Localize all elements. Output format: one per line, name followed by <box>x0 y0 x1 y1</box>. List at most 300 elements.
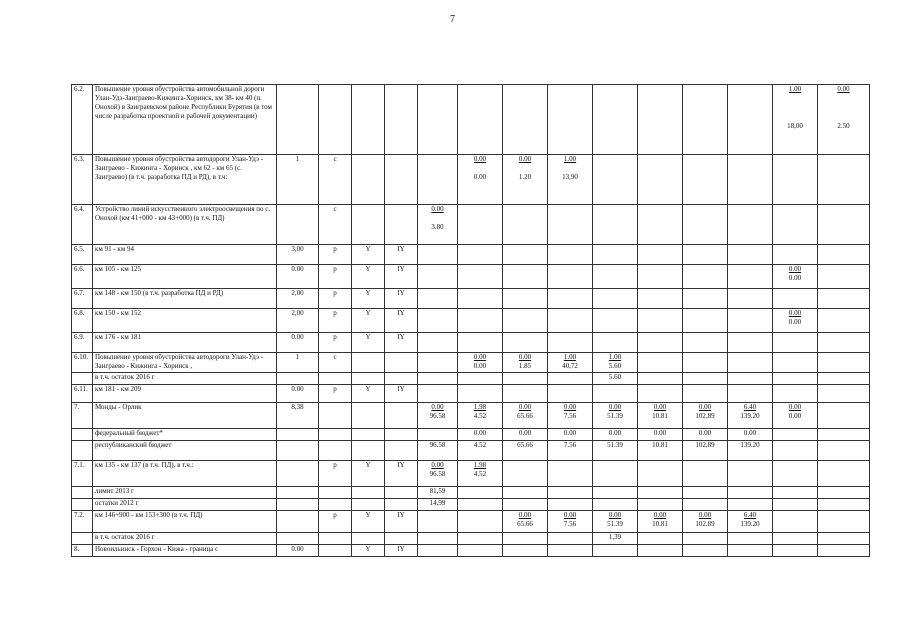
table-row <box>72 309 870 333</box>
value-cell <box>418 499 458 511</box>
value-cell <box>638 461 683 487</box>
value-bottom: 2.50 <box>837 122 850 130</box>
value-cell <box>548 155 593 205</box>
value-cell <box>548 385 593 403</box>
row-category <box>319 499 352 511</box>
table-row <box>72 385 870 403</box>
row-description: Устройство линий искусственного электроосвещения по с. Онохой (км 41+000 - км 43+000) (в т.ч. ПД) <box>93 205 277 245</box>
row-number: 6.4. <box>72 205 93 245</box>
row-length: 2,00 <box>277 289 319 309</box>
value-cell <box>503 245 548 265</box>
value-cell <box>773 353 818 373</box>
value-cell <box>683 85 728 155</box>
value-cell <box>638 511 683 533</box>
value-cell <box>728 289 773 309</box>
value-cell <box>593 403 638 429</box>
value-cell <box>458 499 503 511</box>
value-cell <box>818 487 870 499</box>
row-category: р <box>319 289 352 309</box>
row-class <box>352 373 385 385</box>
value-cell <box>593 289 638 309</box>
value-cell <box>818 533 870 545</box>
table-row <box>72 245 870 265</box>
value-cell <box>728 309 773 333</box>
value-cell <box>818 461 870 487</box>
value-cell <box>593 309 638 333</box>
row-length <box>277 373 319 385</box>
value-cell <box>638 429 683 441</box>
row-description: км 176 - км 181 <box>93 333 277 353</box>
value-cell <box>503 385 548 403</box>
value-cell <box>418 245 458 265</box>
value: 0.00 <box>518 429 532 437</box>
value-cell <box>458 533 503 545</box>
row-length: 1 <box>277 155 319 205</box>
value: 0.00 <box>743 429 757 437</box>
table-row <box>72 85 870 155</box>
value: 51.39 <box>607 441 623 449</box>
row-number: 6.9. <box>72 333 93 353</box>
spacer <box>820 94 867 122</box>
value-cell <box>773 385 818 403</box>
value-cell <box>773 403 818 429</box>
value-cell <box>458 205 503 245</box>
value-top: 0.00 <box>788 265 802 273</box>
value-bottom: 7.56 <box>563 412 577 420</box>
row-description: Новоильинск - Горхон - Кижа - граница с <box>93 545 277 557</box>
value-cell <box>418 403 458 429</box>
row-length <box>277 441 319 461</box>
value-cell <box>683 461 728 487</box>
value-cell <box>503 333 548 353</box>
row-number: 7.2. <box>72 511 93 533</box>
value-cell <box>638 373 683 385</box>
value-cell <box>638 385 683 403</box>
value-cell <box>458 265 503 289</box>
value-cell <box>593 429 638 441</box>
value-cell <box>503 461 548 487</box>
value-cell <box>593 487 638 499</box>
row-number: 6.5. <box>72 245 93 265</box>
value: 65.66 <box>517 441 533 449</box>
value-cell <box>548 353 593 373</box>
row-category <box>319 403 352 429</box>
value-cell <box>503 499 548 511</box>
row-category-roman <box>385 353 418 373</box>
value-cell <box>458 429 503 441</box>
row-class <box>352 85 385 155</box>
row-category: с <box>319 155 352 205</box>
value-cell <box>683 333 728 353</box>
value-cell <box>773 85 818 155</box>
value-cell <box>728 333 773 353</box>
row-category: с <box>319 205 352 245</box>
value-bottom: 7.56 <box>563 520 577 528</box>
row-category-roman: IY <box>385 265 418 289</box>
value-cell <box>773 245 818 265</box>
value-top: 0.00 <box>788 309 802 317</box>
row-length <box>277 429 319 441</box>
spacer <box>505 164 545 173</box>
value-cell <box>593 205 638 245</box>
value-top: 6.40 <box>743 511 757 519</box>
row-category-roman <box>385 85 418 155</box>
value-cell <box>683 309 728 333</box>
row-description: км 181 - км 209 <box>93 385 277 403</box>
row-category-roman <box>385 205 418 245</box>
value-cell <box>638 85 683 155</box>
value-bottom: 102.89 <box>695 520 715 528</box>
row-category: р <box>319 309 352 333</box>
row-number: 7.1. <box>72 461 93 487</box>
table-row <box>72 511 870 533</box>
value-cell <box>728 533 773 545</box>
value-cell <box>548 245 593 265</box>
value-cell <box>418 533 458 545</box>
table-row <box>72 403 870 429</box>
value-cell <box>503 205 548 245</box>
value-top: 0.00 <box>518 353 532 361</box>
value-cell <box>638 309 683 333</box>
value-cell <box>548 309 593 333</box>
road-works-table <box>71 84 870 557</box>
row-category-roman <box>385 429 418 441</box>
value-cell <box>548 205 593 245</box>
value-cell <box>773 155 818 205</box>
value: 102,89 <box>695 441 715 449</box>
value-top: 1.98 <box>473 461 487 469</box>
value-bottom: 51.39 <box>607 412 623 420</box>
value-cell <box>638 353 683 373</box>
value-cell <box>593 353 638 373</box>
value-bottom: 3.80 <box>431 223 444 231</box>
value-bottom: 96.58 <box>429 470 446 478</box>
value-cell <box>728 245 773 265</box>
row-category <box>319 533 352 545</box>
value: 139.20 <box>740 441 760 449</box>
value-cell <box>593 265 638 289</box>
row-class: Y <box>352 385 385 403</box>
table-row <box>72 533 870 545</box>
row-class <box>352 533 385 545</box>
row-class: Y <box>352 309 385 333</box>
value-cell <box>458 441 503 461</box>
row-description: лимит 2013 г <box>93 487 277 499</box>
value-cell <box>593 245 638 265</box>
spacer <box>550 164 590 173</box>
value-top: 0.00 <box>431 205 444 213</box>
value-top: 0.00 <box>698 511 712 519</box>
value-cell <box>418 353 458 373</box>
row-category-roman <box>385 373 418 385</box>
row-class: Y <box>352 511 385 533</box>
value-cell <box>818 499 870 511</box>
value-cell <box>773 373 818 385</box>
row-description: Повышение уровня обустройства автодороги Улан-Удэ - Заиграево - Кижинга - Хоринск , <box>93 353 277 373</box>
value-cell <box>548 373 593 385</box>
row-number <box>72 487 93 499</box>
value-top: 1.98 <box>473 403 487 411</box>
row-category-roman: IY <box>385 245 418 265</box>
value-cell <box>683 385 728 403</box>
value-cell <box>458 289 503 309</box>
table-row <box>72 353 870 373</box>
value-cell <box>773 265 818 289</box>
value-cell <box>503 487 548 499</box>
value-cell <box>683 155 728 205</box>
value-cell <box>683 441 728 461</box>
row-length <box>277 533 319 545</box>
value-cell <box>503 511 548 533</box>
spacer <box>460 164 500 173</box>
row-length <box>277 499 319 511</box>
value-cell <box>638 441 683 461</box>
value-cell <box>773 333 818 353</box>
value-cell <box>683 533 728 545</box>
value-bottom: 4.52 <box>473 470 487 478</box>
value-cell <box>593 533 638 545</box>
value-cell <box>683 403 728 429</box>
value-cell <box>683 545 728 557</box>
value-top: 0.00 <box>698 403 712 411</box>
value-bottom: 10.81 <box>652 412 668 420</box>
value-cell <box>503 265 548 289</box>
value-cell <box>683 245 728 265</box>
value-cell <box>503 155 548 205</box>
value-cell <box>638 245 683 265</box>
value-cell <box>458 155 503 205</box>
value-cell <box>638 487 683 499</box>
value-top: 0.00 <box>608 511 622 519</box>
row-category-roman <box>385 403 418 429</box>
value-cell <box>728 373 773 385</box>
value-cell <box>418 429 458 441</box>
row-category-roman <box>385 441 418 461</box>
row-category <box>319 85 352 155</box>
value-cell <box>593 385 638 403</box>
row-number <box>72 441 93 461</box>
value: 0.00 <box>653 429 667 437</box>
value-top: 0.00 <box>431 461 444 469</box>
row-category-roman <box>385 499 418 511</box>
value: 7.56 <box>563 441 577 449</box>
value-cell <box>503 441 548 461</box>
row-length: 8,38 <box>277 403 319 429</box>
value-cell <box>818 385 870 403</box>
row-number: 6.11. <box>72 385 93 403</box>
row-class: Y <box>352 545 385 557</box>
value-cell <box>773 533 818 545</box>
value-top: 0.00 <box>518 155 532 163</box>
row-class <box>352 205 385 245</box>
value: 14,99 <box>429 499 446 507</box>
value-bottom: 65.66 <box>517 412 533 420</box>
value: 4.52 <box>473 441 487 449</box>
row-category <box>319 487 352 499</box>
value-cell <box>818 511 870 533</box>
value-bottom: 65.66 <box>517 520 533 528</box>
value-cell <box>548 333 593 353</box>
value-cell <box>773 511 818 533</box>
value-cell <box>818 289 870 309</box>
value-cell <box>773 429 818 441</box>
table-row <box>72 499 870 511</box>
value-cell <box>418 441 458 461</box>
value-cell <box>773 487 818 499</box>
value-cell <box>548 533 593 545</box>
value-cell <box>503 85 548 155</box>
row-class <box>352 441 385 461</box>
row-class <box>352 487 385 499</box>
value-cell <box>503 353 548 373</box>
row-number <box>72 373 93 385</box>
row-description: Повышение уровня обустройства автодороги Улан-Удэ - Заиграево - Кижинга - Хоринск , км 62 - км 65 (с. Заиграево) (в т.ч. разработка ПД и РД), в т.ч: <box>93 155 277 205</box>
row-number: 6.2. <box>72 85 93 155</box>
value-top: 1.00 <box>788 85 802 93</box>
row-category: р <box>319 245 352 265</box>
row-number: 6.10. <box>72 353 93 373</box>
value-cell <box>548 487 593 499</box>
row-description: км 91 - км 94 <box>93 245 277 265</box>
value-cell <box>683 499 728 511</box>
row-length <box>277 487 319 499</box>
row-number: 6.6. <box>72 265 93 289</box>
value-top: 0.00 <box>473 353 487 361</box>
value-cell <box>418 85 458 155</box>
value-cell <box>728 403 773 429</box>
row-number <box>72 533 93 545</box>
value-cell <box>418 155 458 205</box>
row-number <box>72 499 93 511</box>
value-top: 0.00 <box>653 511 667 519</box>
value-cell <box>728 441 773 461</box>
row-length: 3,00 <box>277 245 319 265</box>
value-cell <box>593 499 638 511</box>
table-row <box>72 205 870 245</box>
row-category: р <box>319 385 352 403</box>
row-description: км 146+900 - км 153+300 (в т.ч. ПД) <box>93 511 277 533</box>
value-cell <box>418 309 458 333</box>
value-bottom: 0.00 <box>788 274 802 282</box>
value-cell <box>683 511 728 533</box>
value-cell <box>418 265 458 289</box>
value: 96.58 <box>429 441 446 449</box>
value-cell <box>683 429 728 441</box>
table-row <box>72 487 870 499</box>
value-cell <box>728 385 773 403</box>
row-category-roman <box>385 487 418 499</box>
value-top: 0.00 <box>518 403 532 411</box>
value-cell <box>818 245 870 265</box>
value: 10.81 <box>652 441 668 449</box>
value-top: 0.00 <box>518 511 532 519</box>
value-top: 0.00 <box>788 403 802 411</box>
value: 0.00 <box>473 429 487 437</box>
value-cell <box>418 205 458 245</box>
value-cell <box>548 289 593 309</box>
value-cell <box>418 289 458 309</box>
row-category: с <box>319 353 352 373</box>
value-cell <box>593 511 638 533</box>
value-bottom: 18,00 <box>787 122 803 130</box>
value-top: 1.00 <box>608 353 622 361</box>
value-cell <box>418 545 458 557</box>
spacer <box>420 214 455 223</box>
row-category-roman: IY <box>385 385 418 403</box>
value-cell <box>418 511 458 533</box>
value-cell <box>638 289 683 309</box>
table-row <box>72 289 870 309</box>
value-cell <box>638 333 683 353</box>
row-category <box>319 373 352 385</box>
value-cell <box>773 441 818 461</box>
value-cell <box>548 545 593 557</box>
value-cell <box>683 289 728 309</box>
value-cell <box>773 205 818 245</box>
spacer <box>775 94 815 122</box>
value-cell <box>728 487 773 499</box>
row-class <box>352 429 385 441</box>
value-cell <box>728 85 773 155</box>
value-cell <box>593 441 638 461</box>
row-description: в т.ч. остаток 2016 г <box>93 373 277 385</box>
value-cell <box>773 289 818 309</box>
row-number: 6.7. <box>72 289 93 309</box>
row-class <box>352 353 385 373</box>
value-bottom: 0.00 <box>473 173 487 181</box>
value-cell <box>638 155 683 205</box>
value-cell <box>593 155 638 205</box>
row-category: р <box>319 511 352 533</box>
row-class <box>352 403 385 429</box>
value-cell <box>548 265 593 289</box>
row-description: федеральный бюджет* <box>93 429 277 441</box>
row-description: Повышение уровня обустройства автомобильной дороги Улан-Удэ-Заиграево-Кижинга-Хоринск, км 38- км 40 (п. Онохой) в Заиграевском районе Республики Бурятия (в том числе разработка проектной и рабочей документации) <box>93 85 277 155</box>
value-cell <box>728 155 773 205</box>
row-category-roman: IY <box>385 545 418 557</box>
row-description: км 105 - км 125 <box>93 265 277 289</box>
value-cell <box>503 429 548 441</box>
value-cell <box>728 545 773 557</box>
table-row <box>72 429 870 441</box>
value-top: 0.00 <box>563 511 577 519</box>
value-bottom: 1.85 <box>518 362 532 370</box>
value-bottom: 139.20 <box>740 520 760 528</box>
value-bottom: 102,89 <box>695 412 715 420</box>
value-cell <box>458 545 503 557</box>
value-cell <box>818 155 870 205</box>
value-top: 0.00 <box>563 403 577 411</box>
row-length: 1 <box>277 353 319 373</box>
row-class: Y <box>352 461 385 487</box>
row-number: 7. <box>72 403 93 429</box>
table-row <box>72 333 870 353</box>
value-cell <box>683 353 728 373</box>
row-category: р <box>319 461 352 487</box>
row-description: км 135 - км 137 (в т.ч. ПД), в т.ч.: <box>93 461 277 487</box>
value-cell <box>548 461 593 487</box>
value-cell <box>458 461 503 487</box>
value: 1,39 <box>608 533 622 541</box>
value-cell <box>548 441 593 461</box>
value-top: 1.00 <box>563 353 577 361</box>
value-cell <box>683 487 728 499</box>
value-cell <box>548 499 593 511</box>
value-cell <box>638 265 683 289</box>
row-description: км 148 - км 150 (в т.ч. разработка ПД и РД) <box>93 289 277 309</box>
value-cell <box>548 85 593 155</box>
row-description: Монды - Орлик <box>93 403 277 429</box>
